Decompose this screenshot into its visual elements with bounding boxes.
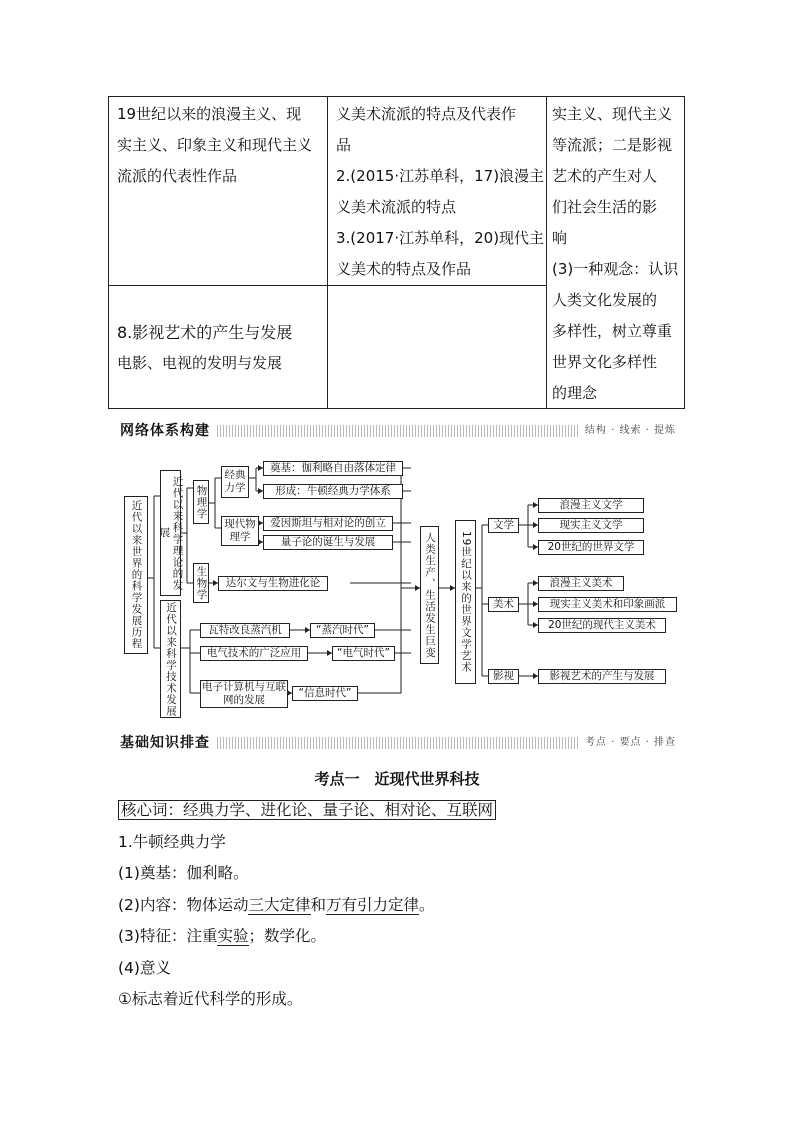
section-title: 基础知识排查 bbox=[118, 734, 216, 752]
diagram-electric-box: 电气技术的广泛应用 bbox=[200, 646, 308, 661]
found-label: (1)奠基： bbox=[118, 864, 187, 882]
cell-line: 艺术的产生对人 bbox=[552, 167, 658, 185]
diagram-modern-physics-box: 现代物理学 bbox=[221, 516, 259, 546]
cell-line: 的理念 bbox=[552, 384, 598, 402]
feature-text: ；数学化。 bbox=[248, 927, 327, 945]
meaning-heading: (4)意义 bbox=[118, 959, 171, 977]
content-text: 。 bbox=[419, 896, 435, 914]
cell-line: 品 bbox=[336, 136, 352, 154]
diagram-realist-art-box: 现实主义美术和印象画派 bbox=[538, 597, 677, 612]
diagram-art-box: 美术 bbox=[488, 597, 519, 612]
diagram-romantic-art-box: 浪漫主义美术 bbox=[538, 576, 624, 591]
found-line bbox=[118, 863, 248, 883]
cell-line: 2.(2015·江苏单科，17)浪漫主 bbox=[336, 167, 545, 185]
feature-line bbox=[118, 926, 326, 946]
cell-line: 义美术流派的特点及代表作 bbox=[336, 105, 517, 123]
section-title: 网络体系构建 bbox=[118, 422, 216, 440]
table-divider bbox=[327, 97, 328, 408]
cell-line: 义美术流派的特点 bbox=[336, 198, 457, 216]
diagram-info-era-box: “信息时代” bbox=[292, 686, 358, 701]
cell-line: 8.影视艺术的产生与发展 bbox=[117, 323, 293, 342]
section-subtitle: 结构 · 线索 · 提炼 bbox=[579, 422, 678, 440]
table-cell-requirements bbox=[117, 99, 327, 192]
table-cell-goals bbox=[552, 99, 686, 409]
diagram-c20-lit-box: 20世纪的世界文学 bbox=[538, 540, 644, 555]
section-header-basics bbox=[118, 734, 678, 752]
cell-line: 人类文化发展的 bbox=[552, 291, 658, 309]
diagram-physics-box: 物理学 bbox=[193, 480, 209, 524]
diagram-literature-box: 文学 bbox=[488, 518, 519, 533]
cell-line: (3)一种观念：认识 bbox=[552, 260, 679, 278]
table-cell-film bbox=[117, 317, 327, 379]
cell-line: 实主义、现代主义 bbox=[552, 105, 673, 123]
feature-underlined: 实验 bbox=[217, 927, 249, 945]
cell-line: 流派的代表性作品 bbox=[117, 167, 238, 185]
table-cell-exams bbox=[336, 99, 546, 285]
diagram-quantum-box: 量子论的诞生与发展 bbox=[263, 535, 393, 550]
cell-line: 响 bbox=[552, 229, 568, 247]
item-1-heading: 1.牛顿经典力学 bbox=[118, 833, 226, 851]
content-underlined: 万有引力定律 bbox=[326, 896, 420, 914]
cell-line: 多样性，树立尊重 bbox=[552, 322, 673, 340]
section-header-network bbox=[118, 422, 678, 440]
knowledge-diagram bbox=[118, 458, 678, 718]
diagram-romantic-lit-box: 浪漫主义文学 bbox=[538, 498, 644, 513]
diagram-root-box: 近代以来世界的科学发展历程 bbox=[124, 496, 148, 654]
cell-line: 等流派；二是影视 bbox=[552, 136, 673, 154]
content-text: 物体运动 bbox=[186, 896, 249, 914]
diagram-classical-box: 经典力学 bbox=[221, 466, 249, 498]
content-text: 和 bbox=[310, 896, 327, 914]
keywords-box bbox=[118, 800, 496, 820]
cell-line: 实主义、印象主义和现代主义 bbox=[117, 136, 313, 154]
cell-line: 19世纪以来的浪漫主义、现 bbox=[117, 105, 302, 123]
table-divider bbox=[546, 97, 547, 408]
diagram-watt-box: 瓦特改良蒸汽机 bbox=[200, 623, 290, 638]
cell-line: 义美术的特点及作品 bbox=[336, 260, 472, 278]
diagram-film-item-box: 影视艺术的产生与发展 bbox=[538, 669, 666, 684]
diagram-formed-box: 形成：牛顿经典力学体系 bbox=[263, 484, 403, 499]
feature-label: (3)特征： bbox=[118, 927, 187, 945]
meaning-item-1: ①标志着近代科学的形成。 bbox=[118, 990, 303, 1008]
diagram-found-box: 奠基：伽利略自由落体定律 bbox=[263, 461, 403, 476]
diagram-arts-box: 19世纪以来的世界文学艺术 bbox=[455, 520, 476, 684]
cell-line: 电影、电视的发明与发展 bbox=[117, 354, 283, 372]
curriculum-table bbox=[108, 96, 685, 409]
found-value: 伽利略。 bbox=[186, 864, 249, 882]
feature-text: 注重 bbox=[186, 927, 218, 945]
diagram-film-box: 影视 bbox=[488, 669, 519, 684]
diagram-electric-era-box: “电气时代” bbox=[332, 646, 395, 661]
diagram-biology-box: 生物学 bbox=[193, 563, 209, 603]
kp-title: 考点一 近现代世界科技 bbox=[314, 770, 480, 788]
table-divider bbox=[109, 285, 546, 286]
cell-line: 们社会生活的影 bbox=[552, 198, 658, 216]
diagram-change-box: 人类生产、生活发生巨变 bbox=[420, 526, 439, 664]
content-label: (2)内容： bbox=[118, 896, 187, 914]
cell-line: 3.(2017·江苏单科，20)现代主 bbox=[336, 229, 545, 247]
diagram-realist-lit-box: 现实主义文学 bbox=[538, 518, 644, 533]
diagram-modern-art-box: 20世纪的现代主义美术 bbox=[538, 618, 666, 633]
diagram-steam-era-box: “蒸汽时代” bbox=[310, 623, 375, 638]
cell-line: 世界文化多样性 bbox=[552, 353, 658, 371]
diagram-theory-box: 近代以来科学理论的发展 bbox=[160, 470, 181, 596]
content-underlined: 三大定律 bbox=[248, 896, 311, 914]
diagram-einstein-box: 爱因斯坦与相对论的创立 bbox=[263, 516, 393, 531]
content-line bbox=[118, 895, 435, 915]
diagram-tech-box: 近代以来科学技术发展 bbox=[160, 600, 181, 718]
section-subtitle: 考点 · 要点 · 排查 bbox=[579, 734, 678, 752]
diagram-computer-box: 电子计算机与互联网的发展 bbox=[202, 681, 286, 706]
diagram-darwin-box: 达尔文与生物进化论 bbox=[218, 576, 328, 591]
keywords-text: 核心词：经典力学、进化论、量子论、相对论、互联网 bbox=[121, 801, 494, 819]
